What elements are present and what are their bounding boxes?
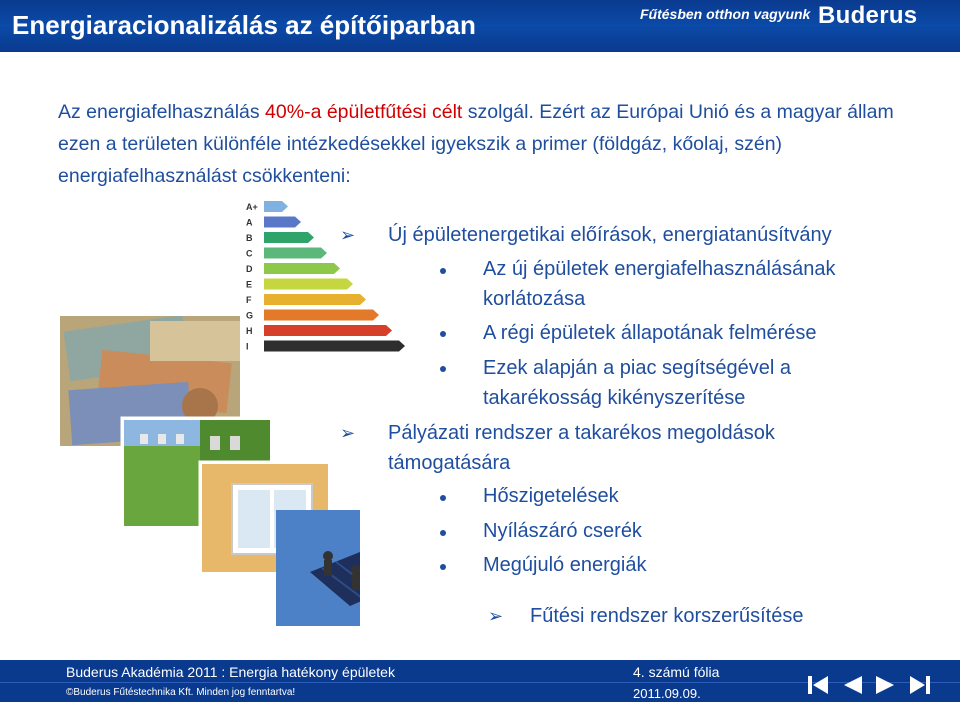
header-tagline: Fűtésben otthon vagyunk	[640, 6, 811, 22]
dot-bullet-icon	[440, 495, 446, 501]
dot-bullet-icon	[440, 564, 446, 570]
energy-class-label: A+	[246, 202, 258, 212]
energy-class-label: B	[246, 233, 253, 243]
energy-class-label: C	[246, 248, 253, 259]
intro-text-start: Az energiafelhasználás	[58, 101, 266, 123]
bullet-insulation: Hőszigetelések	[483, 485, 619, 507]
energy-class-bar	[264, 232, 314, 243]
arrow-bullet-icon: ➢	[340, 423, 356, 443]
footer-slide-number: 4. számú fólia	[633, 664, 720, 680]
energy-class-label: D	[246, 264, 253, 274]
energy-class-label: F	[246, 295, 252, 305]
intro-paragraph	[58, 96, 938, 192]
arrow-bullet-icon: ➢	[340, 225, 356, 245]
previous-slide-icon[interactable]	[838, 672, 866, 698]
dot-bullet-icon	[440, 530, 446, 536]
energy-class-bar	[264, 217, 301, 228]
page-title: Energiaracionalizálás az építőiparban	[12, 10, 476, 40]
bullet-new-buildings-cont: korlátozása	[483, 288, 586, 310]
energy-class-bar	[264, 279, 353, 290]
dot-bullet-icon	[440, 366, 446, 372]
energy-class-bar	[264, 294, 366, 305]
energy-class-bar	[264, 263, 340, 274]
energy-class-bar	[264, 201, 288, 212]
bullet-tender-cont: támogatására	[388, 452, 511, 474]
energy-class-label: G	[246, 310, 254, 321]
energy-class-label: A	[246, 217, 253, 228]
bullet-tender: Pályázati rendszer a takarékos megoldások	[388, 422, 775, 444]
bullet-regulations: Új épületenergetikai előírások, energiatanúsítvány	[388, 224, 832, 246]
footer-bar	[0, 660, 960, 702]
solar-panel-image	[276, 510, 360, 626]
header-divider	[0, 52, 960, 56]
next-slide-icon[interactable]	[872, 672, 900, 698]
energy-class-label: E	[246, 279, 253, 290]
intro-highlight: 40%-a épületfűtési célt	[265, 101, 463, 123]
image-collage	[60, 316, 360, 626]
intro-text-end: szolgál. Ezért az Európai Unió és a magyar állam ezen a területen különféle intézkedésekkel igyekszik a primer (földgáz, kőolaj, szén) energiafelhasználást csökkenteni:	[58, 101, 894, 187]
bullet-heating: Fűtési rendszer korszerűsítése	[530, 605, 804, 627]
energy-class-label: I	[246, 341, 249, 352]
footer-copyright: ©Buderus Fűtéstechnika Kft. Minden jog fenntartva!	[66, 687, 296, 698]
bullet-new-buildings: Az új épületek energiafelhasználásának	[483, 258, 836, 280]
arrow-bullet-icon: ➢	[488, 606, 504, 626]
bullet-renewables: Megújuló energiák	[483, 554, 647, 576]
energy-class-label: H	[246, 326, 253, 336]
footer-course: Buderus Akadémia 2011 : Energia hatékony épületek	[66, 664, 395, 680]
first-slide-icon[interactable]	[804, 672, 832, 698]
bullet-market: Ezek alapján a piac segítségével a	[483, 357, 791, 379]
last-slide-icon[interactable]	[906, 672, 934, 698]
buderus-logo: Buderus	[818, 2, 918, 29]
footer-date: 2011.09.09.	[633, 686, 701, 701]
bullet-old-buildings: A régi épületek állapotának felmérése	[483, 322, 817, 344]
energy-class-bar	[264, 248, 327, 259]
dot-bullet-icon	[440, 331, 446, 337]
header-bar	[0, 0, 960, 52]
bullet-market-cont: takarékosság kikényszerítése	[483, 387, 746, 409]
bullet-windows: Nyílászáró cserék	[483, 520, 642, 542]
dot-bullet-icon	[440, 268, 446, 274]
